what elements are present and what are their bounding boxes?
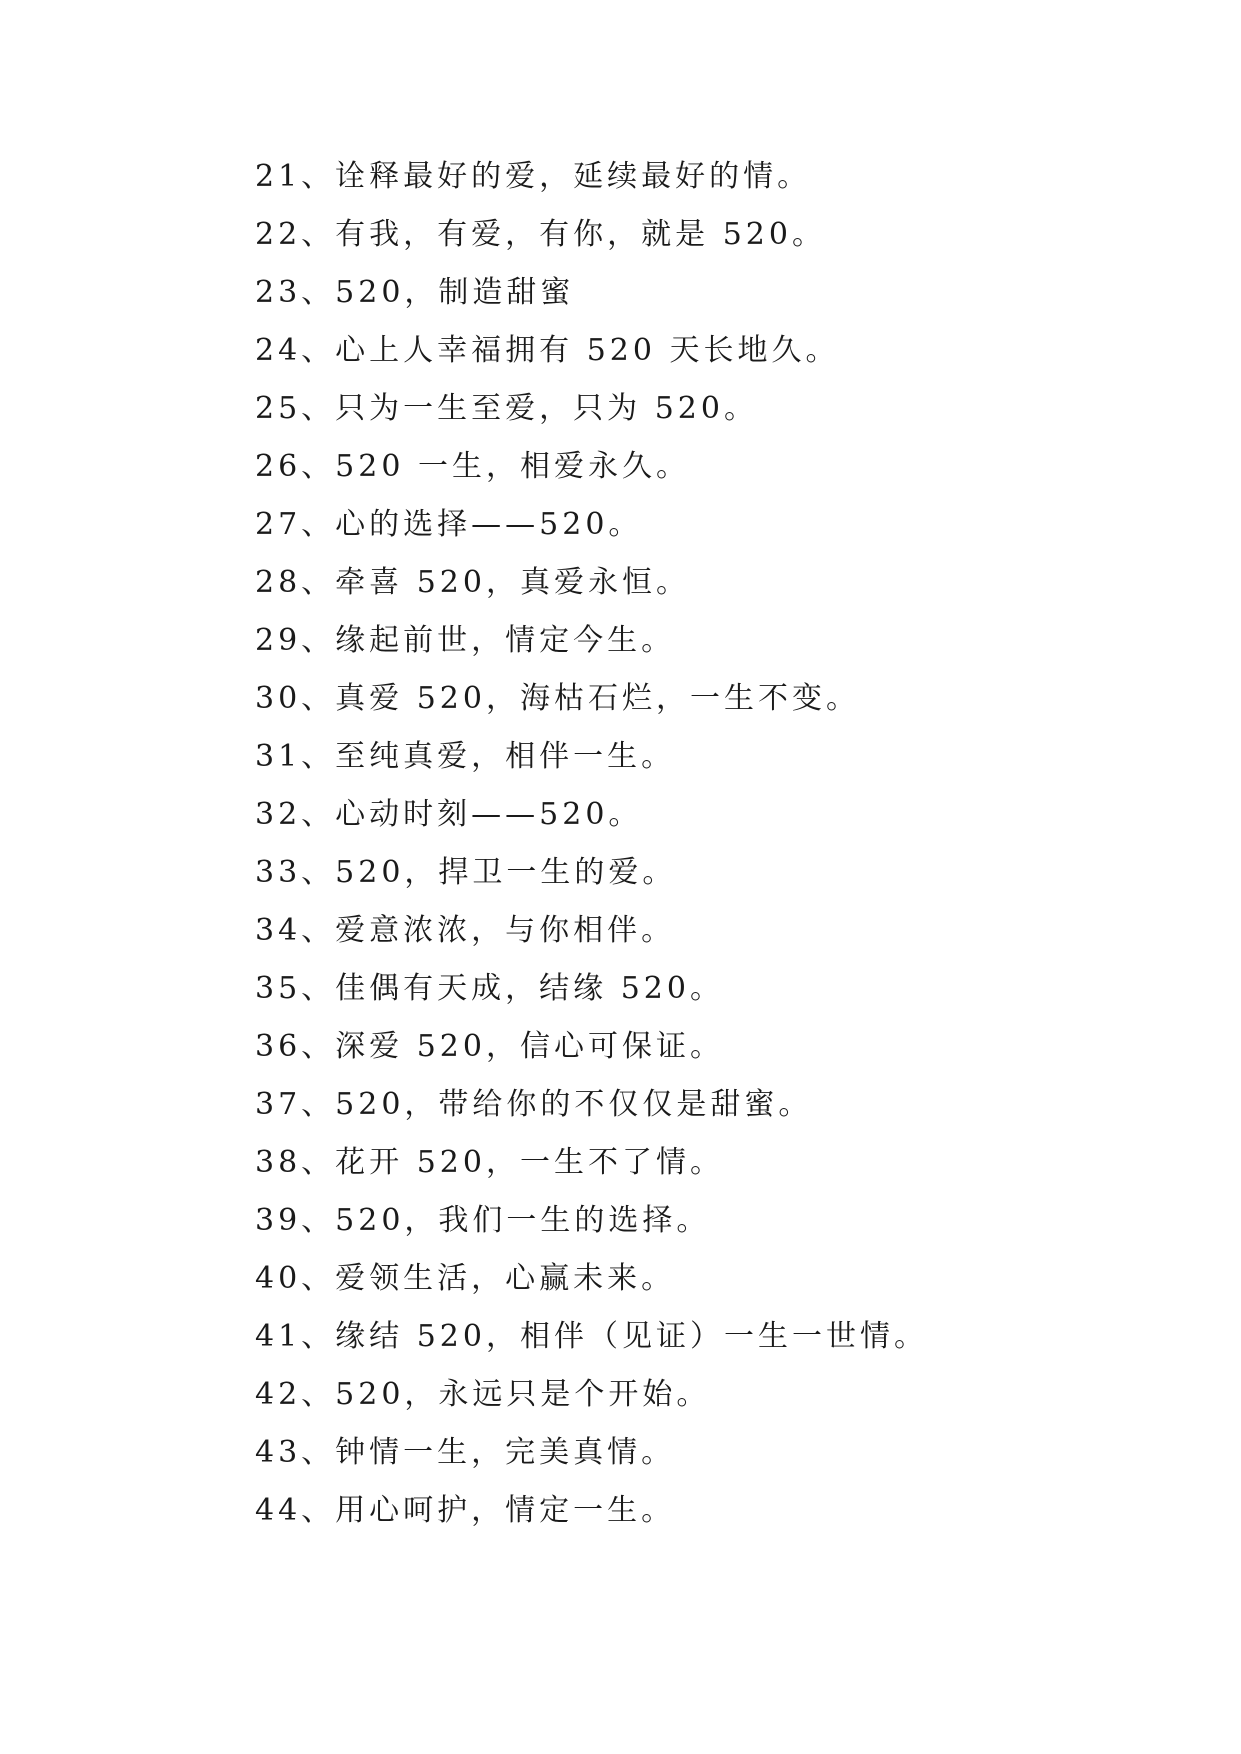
- list-item: 36、深爱 520，信心可保证。: [255, 1029, 724, 1064]
- list-item: 38、花开 520，一生不了情。: [255, 1145, 724, 1180]
- list-item: 29、缘起前世，情定今生。: [255, 623, 676, 658]
- list-item: 24、心上人幸福拥有 520 天长地久。: [255, 333, 840, 368]
- list-item: 21、诠释最好的爱，延续最好的情。: [255, 159, 812, 194]
- list-item: 40、爱领生活，心赢未来。: [255, 1261, 676, 1296]
- list-item: 44、用心呵护，情定一生。: [255, 1493, 676, 1528]
- list-item: 39、520，我们一生的选择。: [255, 1203, 711, 1238]
- list-item: 35、佳偶有天成，结缘 520。: [255, 971, 724, 1006]
- list-item: 30、真爱 520，海枯石烂，一生不变。: [255, 681, 860, 716]
- list-item: 23、520，制造甜蜜: [255, 275, 575, 310]
- list-item: 33、520，捍卫一生的爱。: [255, 855, 677, 890]
- list-item: 26、520 一生，相爱永久。: [255, 449, 690, 484]
- list-item: 37、520，带给你的不仅仅是甜蜜。: [255, 1087, 813, 1122]
- list-item: 27、心的选择——520。: [255, 507, 643, 542]
- list-item: 32、心动时刻——520。: [255, 797, 643, 832]
- list-item: 34、爱意浓浓，与你相伴。: [255, 913, 676, 948]
- list-item: 42、520，永远只是个开始。: [255, 1377, 711, 1412]
- list-item: 28、牵喜 520，真爱永恒。: [255, 565, 690, 600]
- list-item: 25、只为一生至爱，只为 520。: [255, 391, 758, 426]
- list-item: 41、缘结 520，相伴（见证）一生一世情。: [255, 1319, 928, 1354]
- slogan-list: [255, 159, 1155, 1551]
- list-item: 43、钟情一生，完美真情。: [255, 1435, 676, 1470]
- list-item: 31、至纯真爱，相伴一生。: [255, 739, 676, 774]
- list-item: 22、有我，有爱，有你，就是 520。: [255, 217, 826, 252]
